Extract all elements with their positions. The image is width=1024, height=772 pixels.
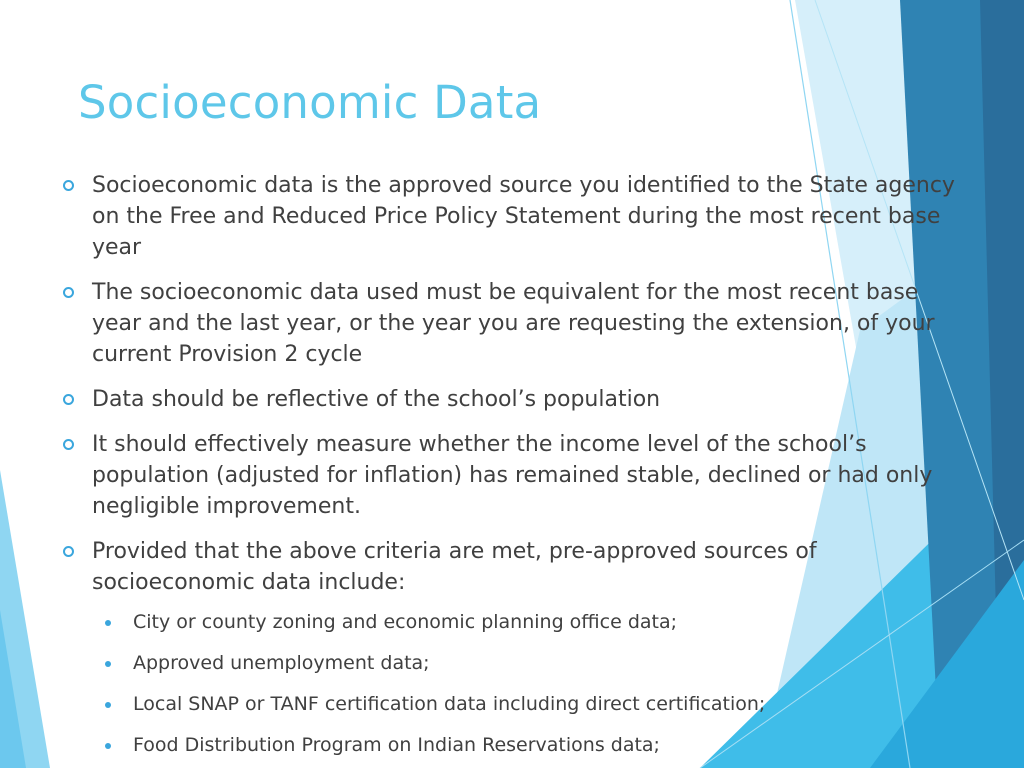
sub-bullet-text: City or county zoning and economic planning office data; (133, 611, 678, 633)
bullet-item (58, 170, 958, 263)
bullet-item (58, 429, 958, 522)
bullet-text: It should effectively measure whether the income level of the school’s population (adjusted for inflation) has remained stable, declined or had only negligible improvement. (92, 432, 933, 519)
sub-bullet-text: Local SNAP or TANF certification data including direct certification; (133, 693, 766, 715)
bullet-text: Socioeconomic data is the approved source you identified to the State agency on the Free and Reduced Price Policy Statement during the most recent base year (92, 173, 955, 260)
bullet-text: The socioeconomic data used must be equivalent for the most recent base year and the last year, or the year you are requesting the extension, of your current Provision 2 cycle (92, 280, 935, 367)
bullet-item (58, 384, 958, 415)
bullet-list (58, 170, 958, 772)
ring-bullet-icon (63, 180, 74, 191)
ring-bullet-icon (63, 394, 74, 405)
dot-bullet-icon (105, 743, 111, 749)
ring-bullet-icon (63, 287, 74, 298)
bullet-text: Provided that the above criteria are met, pre-approved sources of socioeconomic data include: (92, 539, 817, 595)
sub-bullet-item (58, 649, 958, 677)
dot-bullet-icon (105, 702, 111, 708)
sub-bullet-item (58, 608, 958, 636)
sub-bullet-text: Food Distribution Program on Indian Reservations data; (133, 734, 660, 756)
bullet-text: Data should be reflective of the school’s population (92, 387, 661, 412)
ring-bullet-icon (63, 439, 74, 450)
dot-bullet-icon (105, 620, 111, 626)
bullet-item (58, 277, 958, 370)
slide-title: Socioeconomic Data (78, 76, 542, 129)
dot-bullet-icon (105, 661, 111, 667)
sub-bullet-list (58, 608, 958, 759)
sub-bullet-text: Approved unemployment data; (133, 652, 430, 674)
sub-bullet-item (58, 731, 958, 759)
ring-bullet-icon (63, 546, 74, 557)
sub-bullet-item (58, 690, 958, 718)
bullet-item (58, 536, 958, 598)
